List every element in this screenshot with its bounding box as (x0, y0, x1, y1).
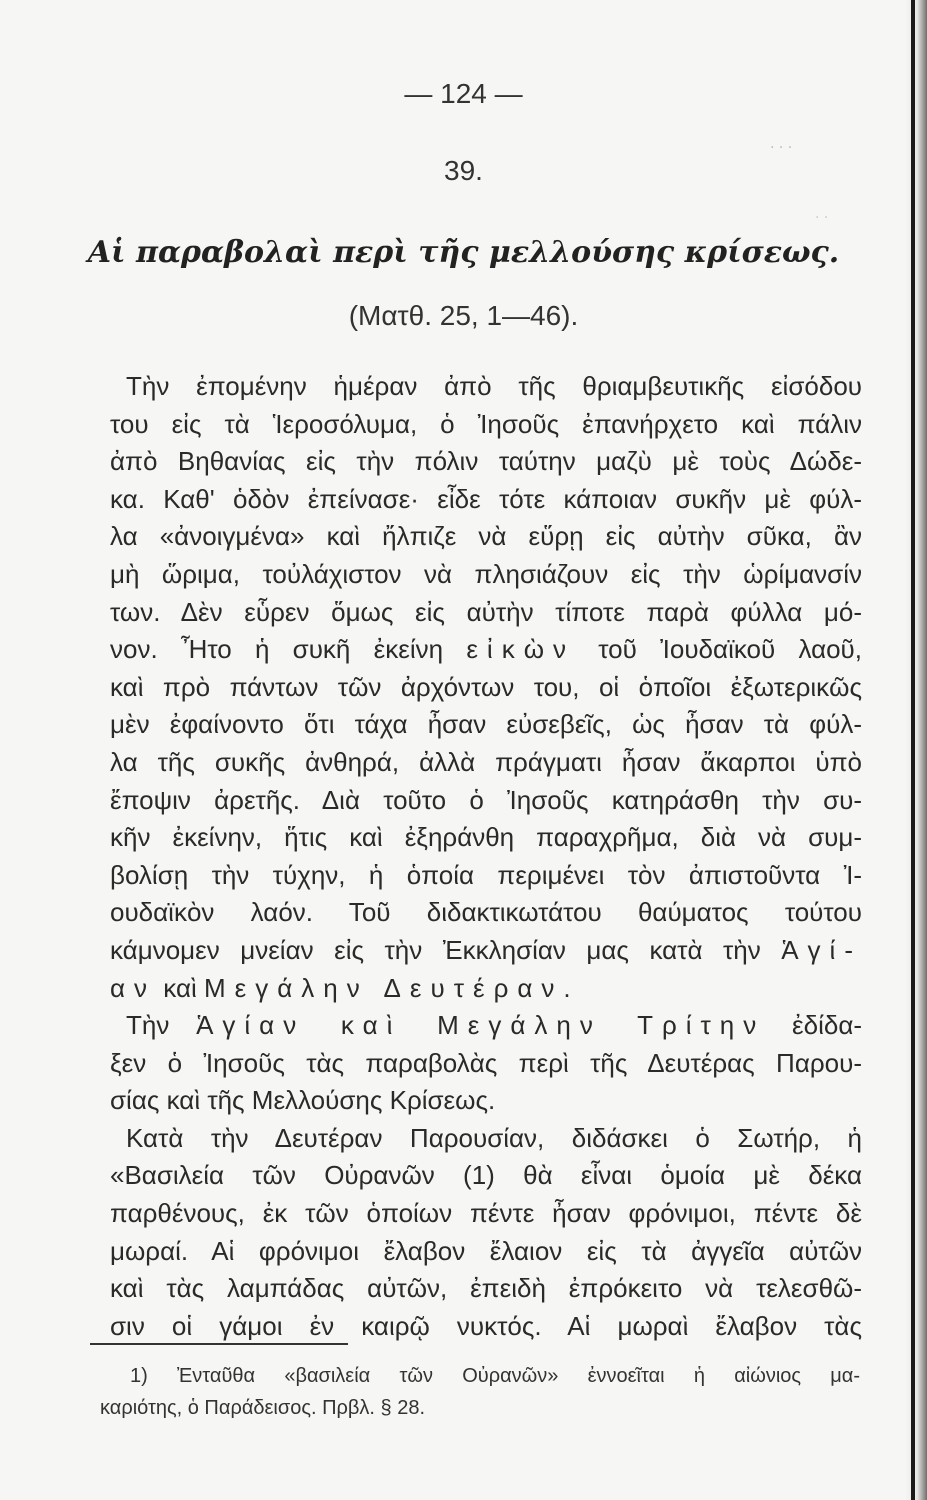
text-line (110, 932, 862, 970)
text-line: Τὴν ἐπομένην ἡμέραν ἀπὸ τῆς θριαμβευτικῆς εἰσόδου (126, 371, 862, 401)
text-line: ουδαϊκὸν λαόν. Τοῦ διδακτικωτάτου θαύματος τούτου (110, 897, 862, 928)
text-line: κα. Καθ' ὁδὸν ἐπείνασε· εἶδε τότε κάποιαν συκῆν μὲ φύλ- (110, 483, 862, 514)
text-line: μὲν ἐφαίνοντο ὅτι τάχα ἦσαν εὐσεβεῖς, ὡς ἦσαν τὰ φύλ- (110, 709, 862, 740)
text-line: «Βασιλεία τῶν Οὐρανῶν (1) θὰ εἶναι ὁμοία μὲ δέκα (110, 1160, 862, 1191)
text-line: Κατὰ τὴν Δευτέραν Παρουσίαν, διδάσκει ὁ Σωτήρ, ἡ (126, 1122, 862, 1153)
text-line (110, 970, 862, 1008)
text-fragment: τοῦ Ἰουδαϊκοῦ λαοῦ, (598, 634, 862, 665)
text-line: του εἰς τὰ Ἱεροσόλυμα, ὁ Ἰησοῦς ἐπανήρχετο καὶ πάλιν (110, 408, 862, 439)
text-line: σιν οἱ γάμοι ἐν καιρῷ νυκτός. Αἱ μωραὶ ἔλαβον τὰς (110, 1310, 862, 1341)
spaced-emphasis: Ἁγίαν καὶ Μεγάλην Τρίτην (196, 1010, 766, 1041)
spaced-emphasis: Μεγάλην Δευτέραν. (204, 972, 580, 1003)
text-line: ἀπὸ Βηθανίας εἰς τὴν πόλιν ταύτην μαζὺ μὲ τοὺς Δώδε- (110, 446, 862, 477)
text-line: μωραί. Αἱ φρόνιμοι ἔλαβον ἔλαιον εἰς τὰ ἀγγεῖα αὐτῶν (110, 1235, 862, 1266)
text-line: καὶ τὰς λαμπάδας αὐτῶν, ἐπειδὴ ἐπρόκειτο νὰ τελεσθῶ- (110, 1273, 862, 1304)
scan-speck: · · · (770, 140, 793, 156)
text-line: λα τῆς συκῆς ἀνθηρά, ἀλλὰ πράγματι ἦσαν ἄκαρποι ὑπὸ (110, 746, 862, 777)
text-line: κῆν ἐκείνην, ἥτις καὶ ἐξηράνθη παραχρῆμα, διὰ νὰ συμ- (110, 822, 862, 853)
text-line: λα «ἀνοιγμένα» καὶ ἤλπιζε νὰ εὕρῃ εἰς αὐτὴν σῦκα, ἂν (110, 521, 862, 552)
footnote-line: καριότης, ὁ Παράδεισος. Πρβλ. § 28. (100, 1397, 426, 1419)
text-line: σίας καὶ τῆς Μελλούσης Κρίσεως. (110, 1085, 496, 1116)
footnote (100, 1360, 860, 1424)
text-line: μὴ ὥριμα, τοὐλάχιστον νὰ πλησιάζουν εἰς τὴν ὡρίμανσίν (110, 558, 862, 589)
text-line (110, 1007, 862, 1045)
scan-speck: · · (815, 210, 829, 226)
page-number: — 124 — (404, 78, 523, 109)
text-line: παρθένους, ἐκ τῶν ὁποίων πέντε ἦσαν φρόνιμοι, πέντε δὲ (110, 1198, 862, 1229)
text-line (110, 631, 862, 669)
spaced-emphasis: Ἁγί- (781, 934, 862, 965)
spaced-emphasis: εἰκὼν (466, 634, 576, 665)
text-line: ἔποψιν ἀρετῆς. Διὰ τοῦτο ὁ Ἰησοῦς κατηράσθη τὴν συ- (110, 784, 862, 815)
footnote-line: 1) Ἐνταῦθα «βασιλεία τῶν Οὐρανῶν» ἐννοεῖται ἡ αἰώνιος μα- (130, 1365, 860, 1387)
text-line: ξεν ὁ Ἰησοῦς τὰς παραβολὰς περὶ τῆς Δευτέρας Παρου- (110, 1047, 862, 1078)
text-fragment: καὶ (163, 972, 197, 1003)
scripture-reference: (Ματθ. 25, 1—46). (348, 300, 579, 331)
chapter-number: 39. (444, 155, 483, 186)
body-text (110, 368, 862, 1345)
page-edge-line (911, 0, 915, 1500)
footnote-rule (90, 1343, 348, 1345)
spaced-emphasis: αν (110, 972, 157, 1003)
text-fragment: νον. Ἦτο ἡ συκῆ ἐκείνη (110, 634, 444, 665)
page-edge-shadow (905, 0, 927, 1500)
text-fragment: κάμνομεν μνείαν εἰς τὴν Ἐκκλησίαν μας κατὰ τὴν (110, 934, 761, 965)
text-fragment: Τὴν (126, 1010, 170, 1041)
text-line: των. Δὲν εὗρεν ὅμως εἰς αὐτὴν τίποτε παρὰ φύλλα μό- (110, 596, 862, 627)
chapter-title: Αἱ παραβολαὶ περὶ τῆς μελλούσης κρίσεως. (87, 235, 840, 270)
text-fragment: ἐδίδα- (792, 1010, 862, 1041)
text-line: καὶ πρὸ πάντων τῶν ἀρχόντων του, οἱ ὁποῖοι ἐξωτερικῶς (110, 671, 862, 702)
text-line: βολίσῃ τὴν τύχην, ἡ ὁποία περιμένει τὸν ἀπιστοῦντα Ἰ- (110, 859, 862, 890)
